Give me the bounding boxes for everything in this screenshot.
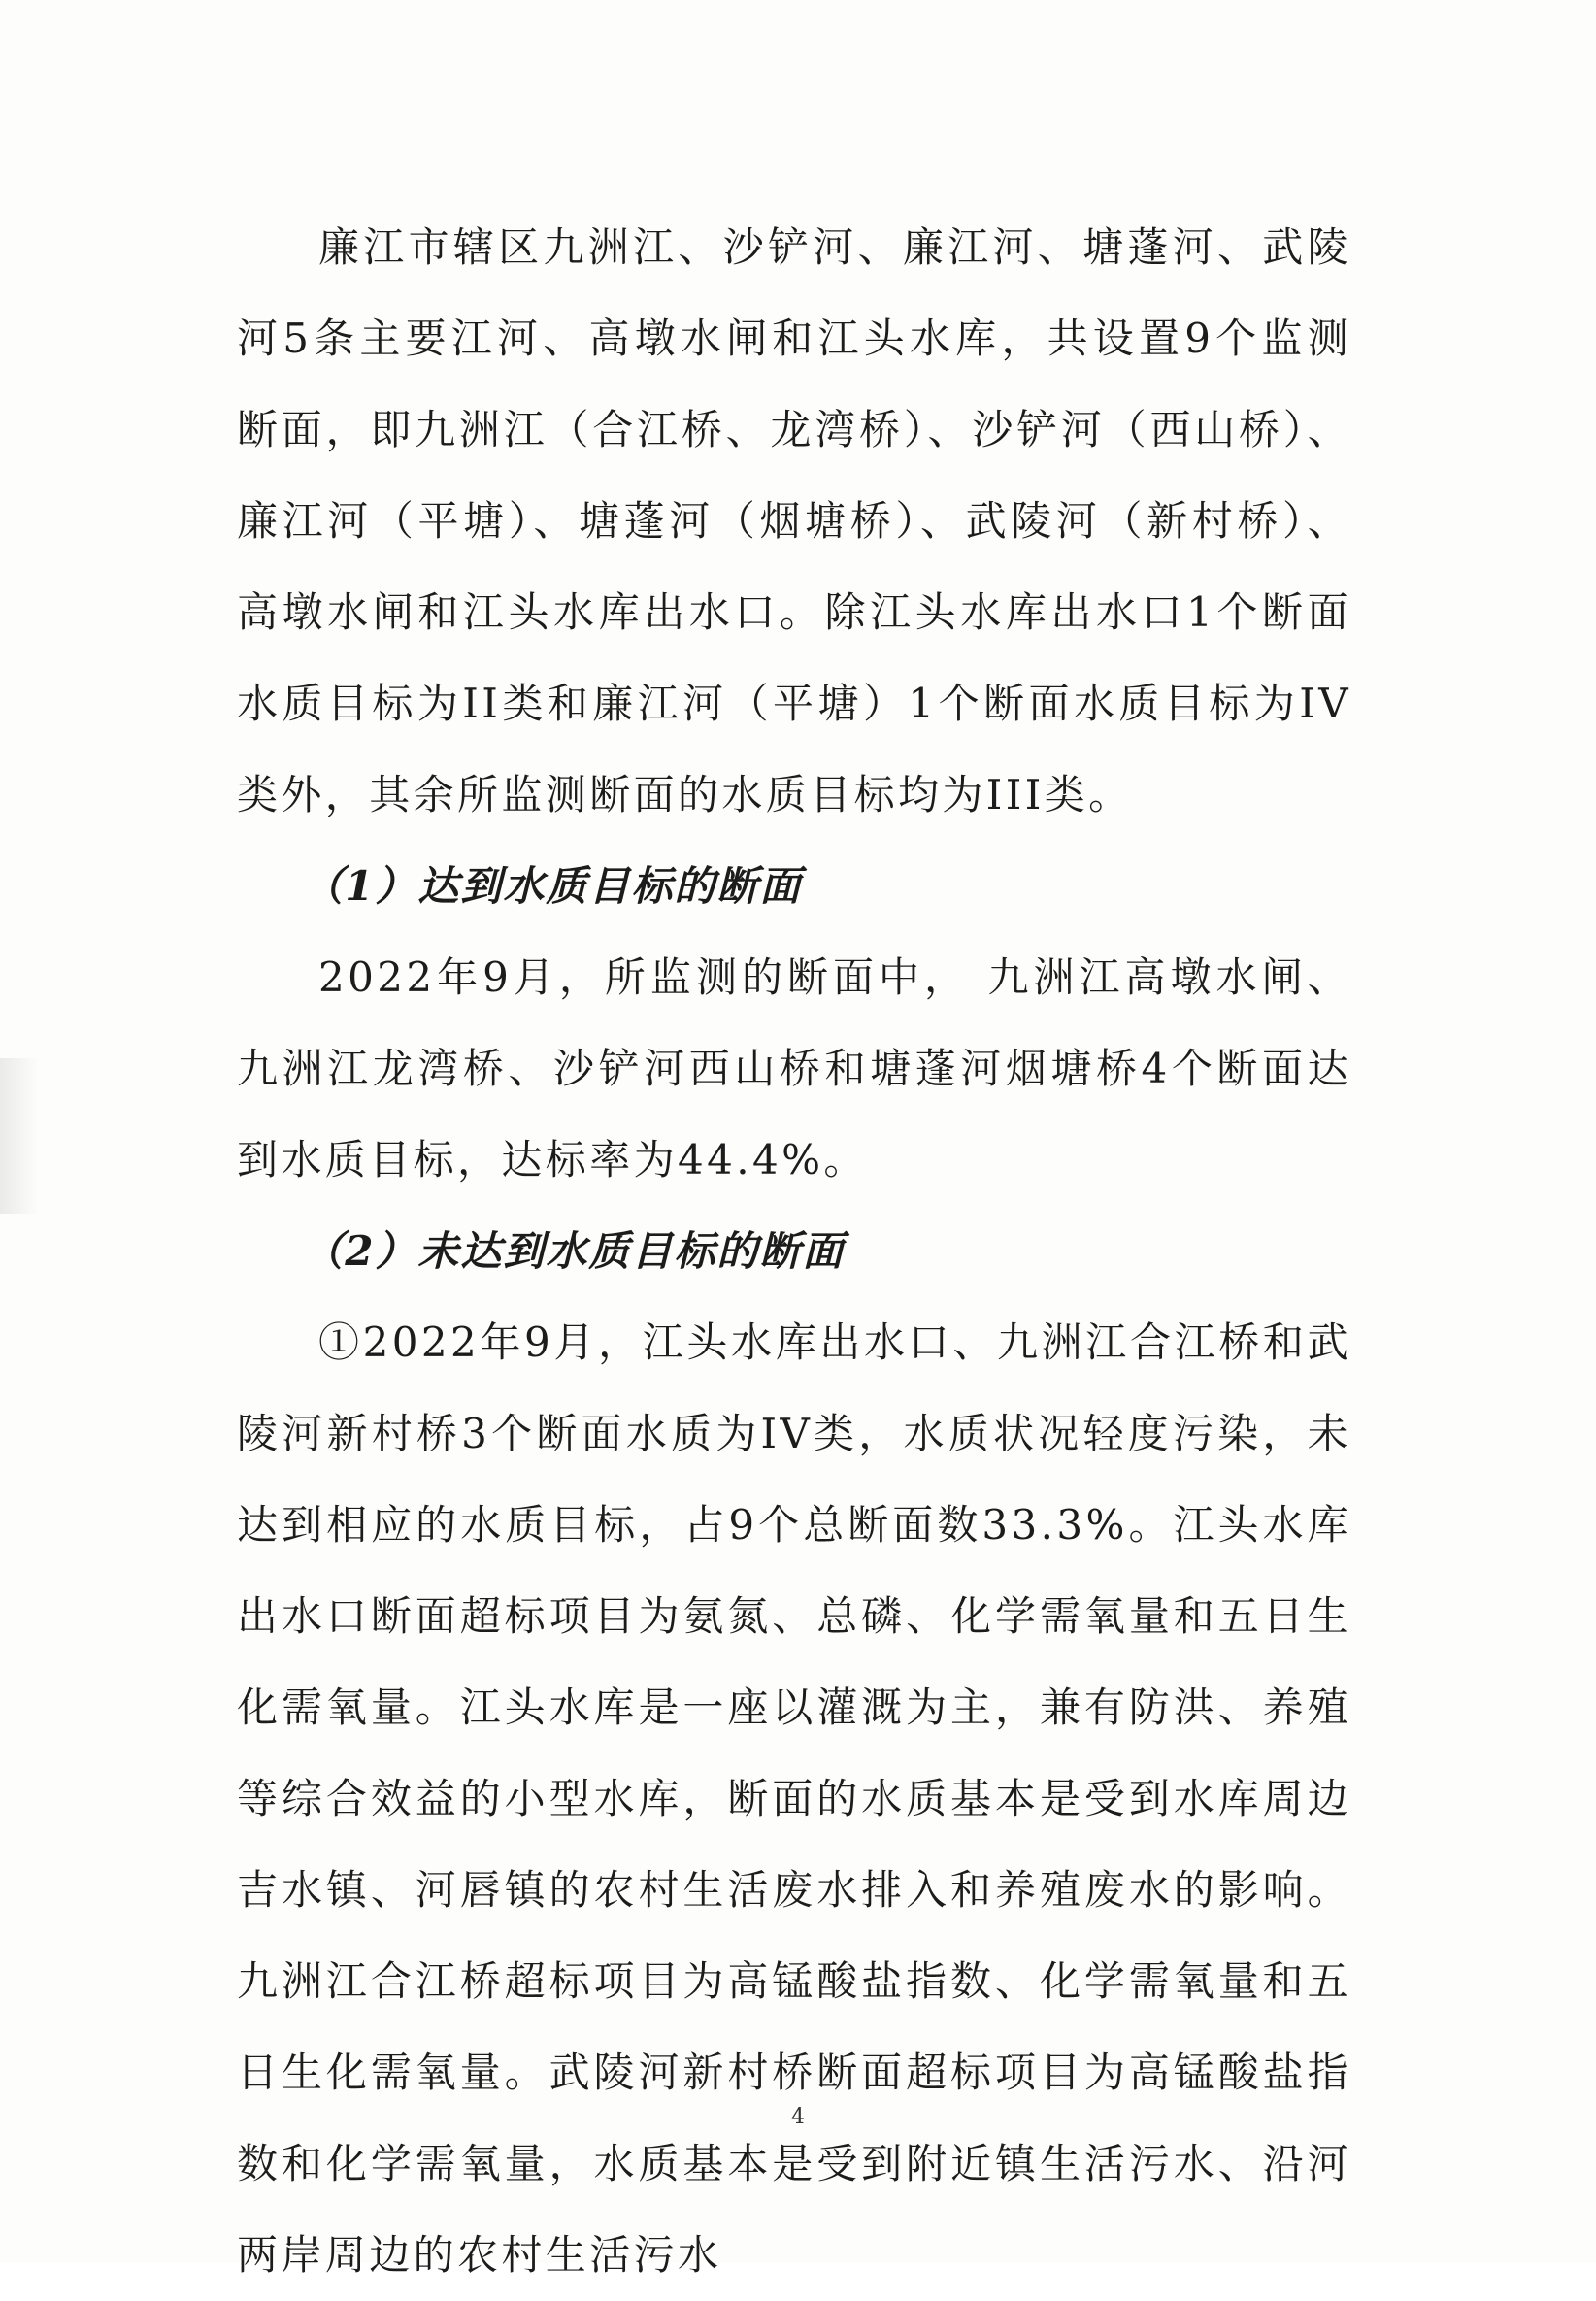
scan-artifact: [0, 1058, 39, 1214]
document-body: [237, 202, 1351, 2301]
section-heading-not-met-target: （2）未达到水质目标的断面: [302, 1227, 846, 1275]
page-number: 4: [791, 2105, 805, 2129]
intro-paragraph: 廉江市辖区九洲江、沙铲河、廉江河、塘蓬河、武陵河5条主要江河、高墩水闸和江头水库，共设置9个监测断面，即九洲江（合江桥、龙湾桥）、沙铲河（西山桥）、廉江河（平塘）、塘蓬河（烟塘桥）、武陵河（新村桥）、高墩水闸和江头水库出水口。除江头水库出水口1个断面水质目标为II类和廉江河（平塘）1个断面水质目标为IV类外，其余所监测断面的水质目标均为III类。: [237, 223, 1351, 818]
section-text-not-met-target: ①2022年9月，江头水库出水口、九洲江合江桥和武陵河新村桥3个断面水质为IV类，水质状况轻度污染，未达到相应的水质目标，占9个总断面数33.3%。江头水库出水口断面超标项目为氨氮、总磷、化学需氧量和五日生化需氧量。江头水库是一座以灌溉为主，兼有防洪、养殖等综合效益的小型水库，断面的水质基本是受到水库周边吉水镇、河唇镇的农村生活废水排入和养殖废水的影响。九洲江合江桥超标项目为高锰酸盐指数、化学需氧量和五日生化需氧量。武陵河新村桥断面超标项目为高锰酸盐指数和化学需氧量，水质基本是受到附近镇生活污水、沿河两岸周边的农村生活污水: [237, 1318, 1351, 2279]
section-heading-met-target: （1）达到水质目标的断面: [302, 862, 803, 910]
section-text-met-target: 2022年9月，所监测的断面中， 九洲江高墩水闸、九洲江龙湾桥、沙铲河西山桥和塘蓬河烟塘桥4个断面达到水质目标，达标率为44.4%。: [237, 953, 1351, 1184]
